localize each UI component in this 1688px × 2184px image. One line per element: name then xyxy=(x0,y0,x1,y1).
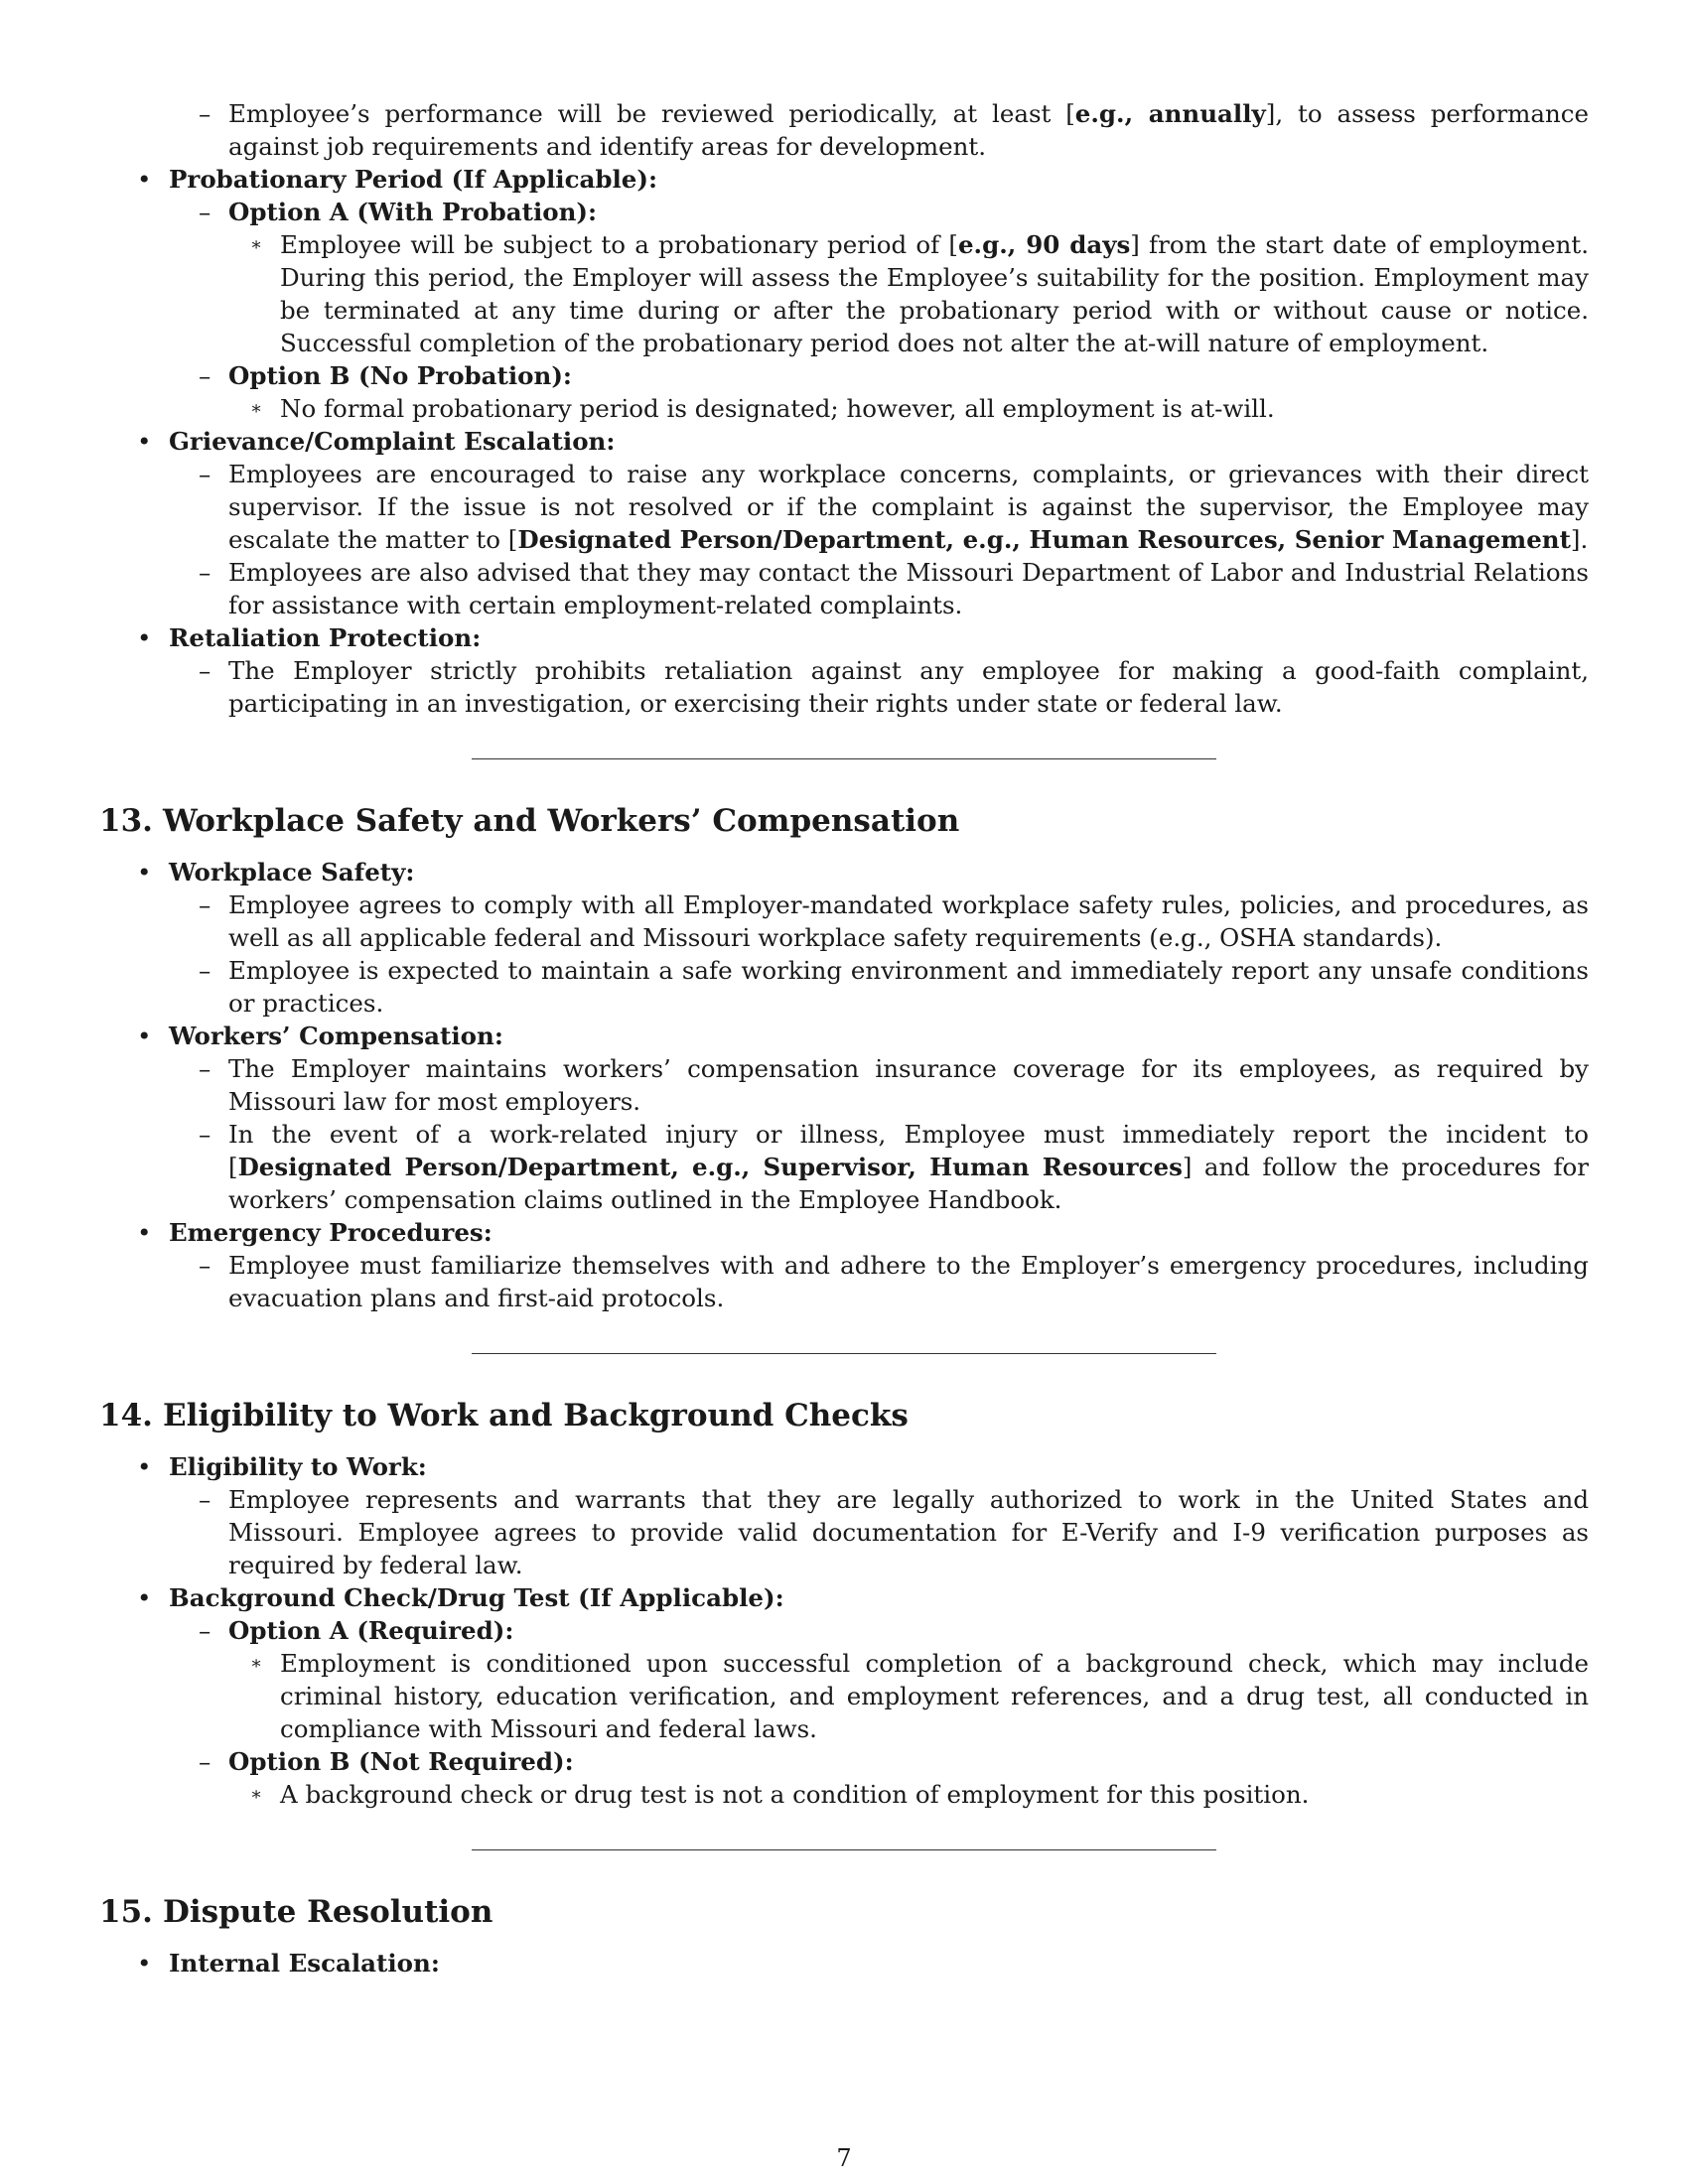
item-text: Employees are encouraged to raise any workplace concerns, complaints, or grievances with their direct supervisor. If the issue is not resolved or if the complaint is against the supervisor, the Employee may escalate the matter to [ xyxy=(228,460,1589,554)
item-bold-text: Emergency Procedures: xyxy=(169,1218,492,1247)
dash-marker: – xyxy=(199,656,211,685)
item-bold-text: e.g., 90 days xyxy=(957,230,1131,259)
item-text: Employee agrees to comply with all Employer-mandated workplace safety rules, policies, and procedures, as well as all applicable federal and Missouri workplace safety requirements (e.g., OSHA standards). xyxy=(228,890,1589,952)
section-heading xyxy=(99,1892,1589,1932)
horizontal-rule xyxy=(472,1849,1216,1850)
dash-marker: – xyxy=(199,361,211,390)
bullet-marker: • xyxy=(137,1218,152,1247)
page-number: 7 xyxy=(836,2144,852,2172)
section-list xyxy=(99,1947,1589,1979)
section-list xyxy=(99,1450,1589,1811)
item-text: Employee represents and warrants that they are legally authorized to work in the United States and Missouri. Employee agrees to provide valid documentation for E-Verify and I-9 verification purposes as required by federal law. xyxy=(228,1485,1589,1579)
sections-container xyxy=(99,758,1589,1979)
dash-marker: – xyxy=(199,1054,211,1083)
horizontal-rule xyxy=(472,758,1216,759)
sub-item xyxy=(199,1614,1589,1647)
continued-list xyxy=(99,97,1589,720)
bullet-marker: • xyxy=(137,1022,152,1050)
dash-marker: – xyxy=(199,1251,211,1280)
item-bold-text: Designated Person/Department, e.g., Supervisor, Human Resources xyxy=(237,1153,1183,1181)
section-list xyxy=(99,856,1589,1314)
bullet-item xyxy=(137,425,1589,458)
bullet-item xyxy=(137,1020,1589,1052)
item-bold-text: Option A (With Probation): xyxy=(228,198,598,226)
item-text: Employee is expected to maintain a safe working environment and immediately report any unsafe conditions or practices. xyxy=(228,956,1589,1018)
dash-marker: – xyxy=(199,558,211,587)
item-text: The Employer strictly prohibits retaliation against any employee for making a good-faith complaint, participating in an investigation, or exercising their rights under state or federal law. xyxy=(228,656,1589,718)
bullet-marker: • xyxy=(137,1452,152,1481)
item-bold-text: Retaliation Protection: xyxy=(169,623,482,652)
dash-marker: – xyxy=(199,1747,211,1776)
sub-item xyxy=(199,654,1589,720)
item-bold-text: Designated Person/Department, e.g., Human Resources, Senior Management xyxy=(517,525,1571,554)
bullet-item xyxy=(137,1450,1589,1483)
bullet-item xyxy=(137,1216,1589,1249)
asterisk-marker: ∗ xyxy=(250,398,263,419)
dash-marker: – xyxy=(199,198,211,226)
item-bold-text: Workplace Safety: xyxy=(169,858,415,887)
item-text-end: ]. xyxy=(1570,525,1589,554)
sub-sub-item xyxy=(250,1647,1589,1745)
item-bold-text: Workers’ Compensation: xyxy=(169,1022,503,1050)
sub-sub-item xyxy=(250,228,1589,359)
sub-item xyxy=(199,888,1589,954)
item-bold-text: Internal Escalation: xyxy=(169,1949,440,1978)
item-text: A background check or drug test is not a condition of employment for this position. xyxy=(280,1780,1310,1809)
item-bold-text: Grievance/Complaint Escalation: xyxy=(169,427,616,456)
dash-marker: – xyxy=(199,99,211,128)
asterisk-marker: ∗ xyxy=(250,1653,263,1674)
section-heading xyxy=(99,1396,1589,1435)
section-title: Dispute Resolution xyxy=(163,1894,493,1930)
dash-marker: – xyxy=(199,1120,211,1149)
item-text-end: ], to assess performance against job requirements and identify areas for development. xyxy=(228,99,1589,161)
bullet-item xyxy=(137,621,1589,654)
section-title: Eligibility to Work and Background Checks xyxy=(163,1398,909,1433)
item-text-end: ] from the start date of employment. During this period, the Employer will assess the Employee’s suitability for the position. Employment may be terminated at any time during or after the probationary period with or without cause or notice. Successful completion of the probationary period does not alter the at-will nature of employment. xyxy=(280,230,1589,357)
item-bold-text: Option A (Required): xyxy=(228,1616,514,1645)
item-bold-text: Background Check/Drug Test (If Applicable): xyxy=(169,1583,784,1612)
item-text: Employee must familiarize themselves with and adhere to the Employer’s emergency procedures, including evacuation plans and first-aid protocols. xyxy=(228,1251,1589,1312)
bullet-marker: • xyxy=(137,427,152,456)
section-title: Workplace Safety and Workers’ Compensation xyxy=(163,803,960,839)
bullet-marker: • xyxy=(137,623,152,652)
dash-marker: – xyxy=(199,460,211,488)
bullet-item xyxy=(137,1947,1589,1979)
section-number: 15. xyxy=(99,1894,153,1930)
document-page xyxy=(99,97,1589,1979)
bullet-item xyxy=(137,856,1589,888)
bullet-marker: • xyxy=(137,1583,152,1612)
item-bold-text: Option B (Not Required): xyxy=(228,1747,574,1776)
item-text-end: ] and follow the procedures for workers’ compensation claims outlined in the Employee Handbook. xyxy=(228,1153,1589,1214)
sub-item xyxy=(199,954,1589,1020)
item-text: Employees are also advised that they may contact the Missouri Department of Labor and Industrial Relations for assistance with certain employment-related complaints. xyxy=(228,558,1589,619)
sub-item xyxy=(199,1483,1589,1581)
sub-item xyxy=(199,556,1589,621)
bullet-item xyxy=(137,1581,1589,1614)
sub-sub-item xyxy=(250,392,1589,425)
section-heading xyxy=(99,801,1589,841)
item-text: The Employer maintains workers’ compensation insurance coverage for its employees, as required by Missouri law for most employers. xyxy=(228,1054,1589,1116)
bullet-marker: • xyxy=(137,165,152,194)
item-text: Employee’s performance will be reviewed periodically, at least [ xyxy=(228,99,1075,128)
horizontal-rule xyxy=(472,1353,1216,1354)
bullet-marker: • xyxy=(137,858,152,887)
item-bold-text: Eligibility to Work: xyxy=(169,1452,427,1481)
item-bold-text: e.g., annually xyxy=(1074,99,1266,128)
item-text: Employment is conditioned upon successful completion of a background check, which may include criminal history, education verification, and employment references, and a drug test, all conducted in compliance with Missouri and federal laws. xyxy=(280,1649,1589,1743)
sub-item xyxy=(199,458,1589,556)
asterisk-marker: ∗ xyxy=(250,1784,263,1805)
asterisk-marker: ∗ xyxy=(250,234,263,255)
dash-marker: – xyxy=(199,956,211,985)
dash-marker: – xyxy=(199,1485,211,1514)
item-text: Employee will be subject to a probationary period of [ xyxy=(280,230,958,259)
sub-item xyxy=(199,1118,1589,1216)
bullet-marker: • xyxy=(137,1949,152,1978)
item-text: In the event of a work-related injury or illness, Employee must immediately report the incident to [ xyxy=(228,1120,1589,1181)
sub-item xyxy=(199,1052,1589,1118)
bullet-item xyxy=(137,163,1589,196)
sub-item xyxy=(199,1745,1589,1778)
dash-marker: – xyxy=(199,1616,211,1645)
sub-sub-item xyxy=(250,1778,1589,1811)
sub-item xyxy=(199,97,1589,163)
section-number: 14. xyxy=(99,1398,153,1433)
sub-item xyxy=(199,1249,1589,1314)
item-bold-text: Option B (No Probation): xyxy=(228,361,572,390)
item-bold-text: Probationary Period (If Applicable): xyxy=(169,165,658,194)
section-number: 13. xyxy=(99,803,153,839)
sub-item xyxy=(199,359,1589,392)
dash-marker: – xyxy=(199,890,211,919)
item-text: No formal probationary period is designated; however, all employment is at-will. xyxy=(280,394,1275,423)
sub-item xyxy=(199,196,1589,228)
